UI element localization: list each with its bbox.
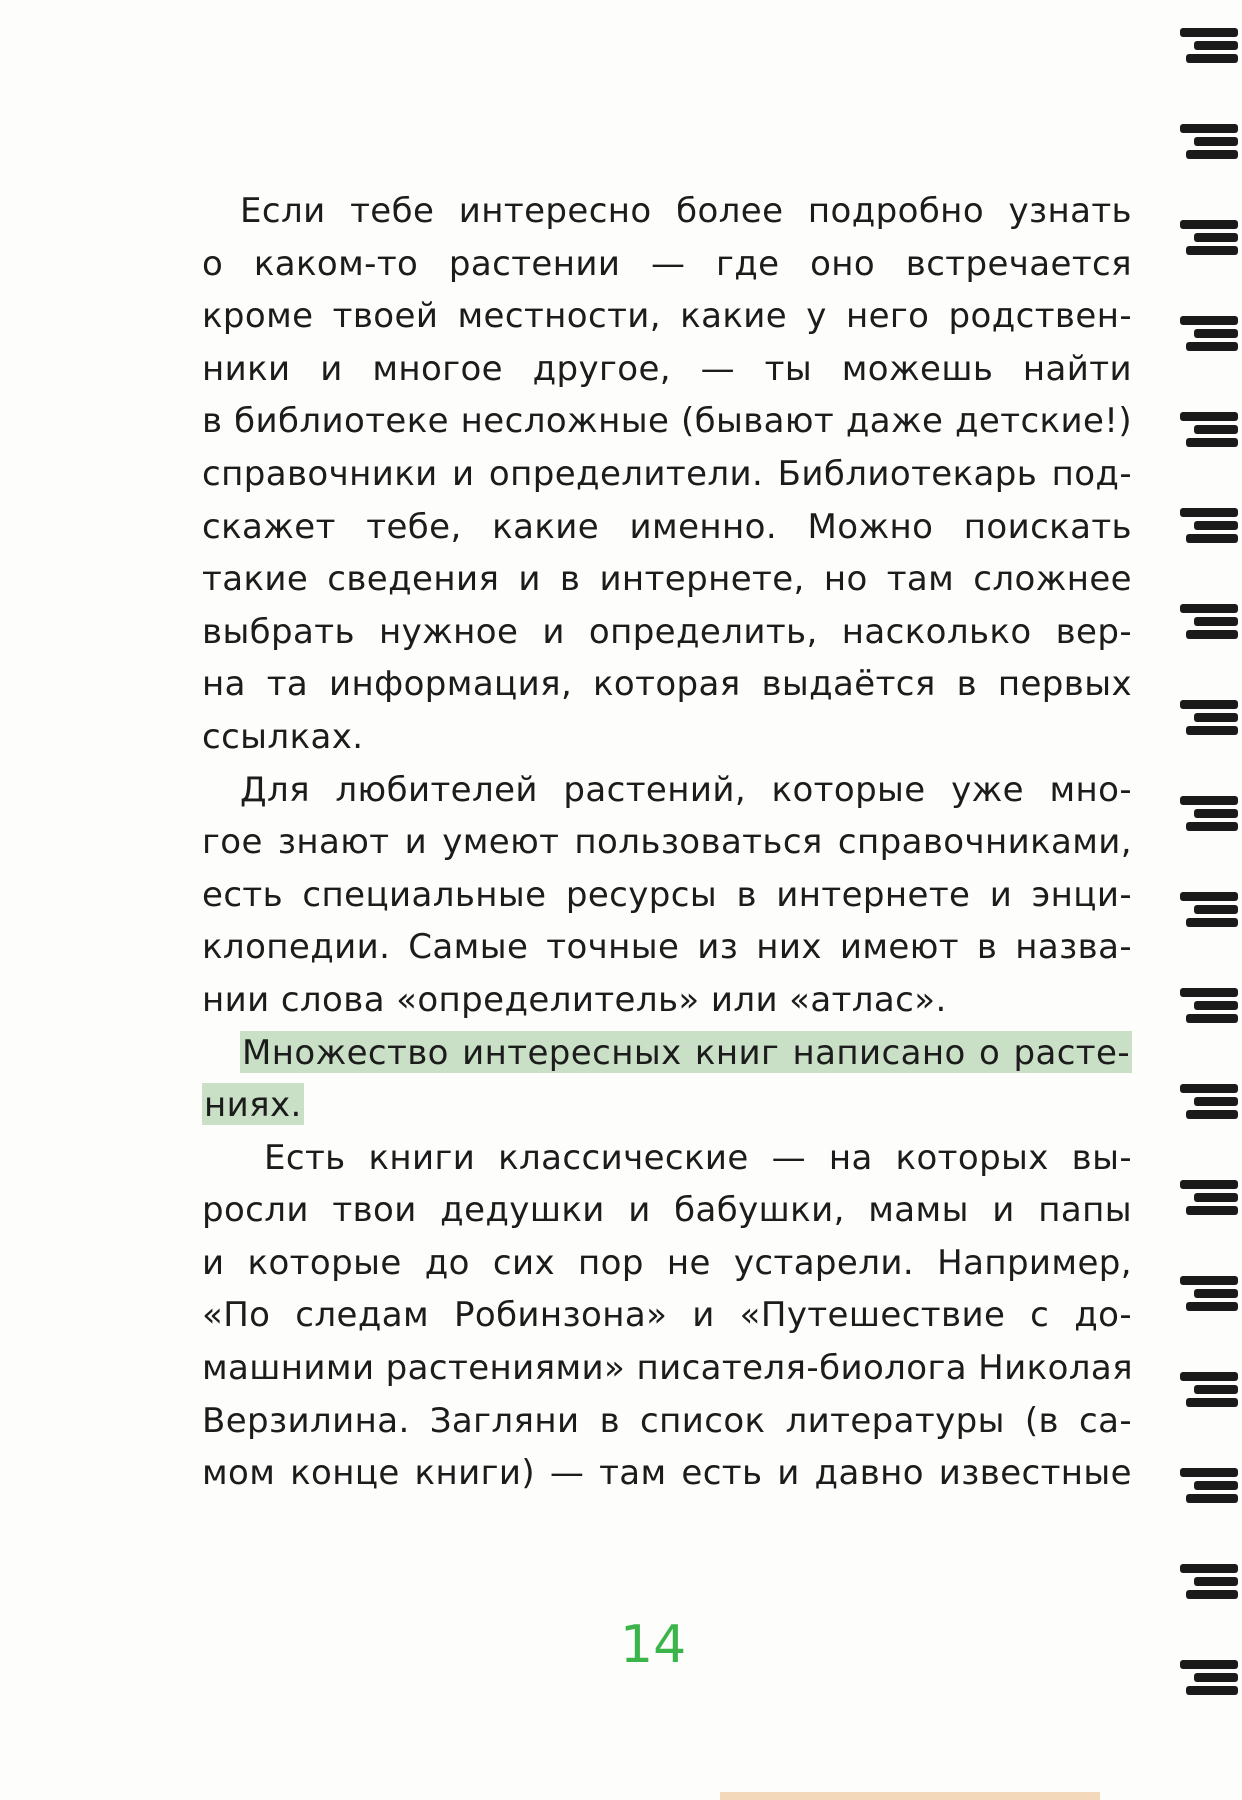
text-line: клопедии. Самые точные из них имеют в назва- (202, 927, 1132, 968)
coil-stroke (1180, 1372, 1238, 1381)
text-line: есть специальные ресурсы в интернете и энци- (202, 874, 1132, 915)
coil-stroke (1186, 1398, 1238, 1407)
coil-stroke (1180, 220, 1238, 229)
coil-stroke (1194, 521, 1238, 530)
coil-stroke (1194, 905, 1238, 914)
coil-stroke (1180, 1180, 1238, 1189)
binding-coil (1178, 28, 1238, 74)
text-line: Верзилина. Загляни в список литературы (в са- (202, 1400, 1132, 1441)
binding-coil (1178, 892, 1238, 938)
coil-stroke (1194, 1673, 1238, 1682)
coil-stroke (1180, 1084, 1238, 1093)
paragraph-1 (202, 185, 1132, 764)
highlight-mark: Множество интересных книг написано о расте- (242, 1032, 1130, 1073)
coil-stroke (1194, 1001, 1238, 1010)
text-line: на та информация, которая выдаётся в первых (202, 664, 1132, 705)
text-line: машними растениями» писателя-биолога Николая (202, 1348, 1134, 1389)
highlight-mark: ниях. (204, 1085, 302, 1126)
text-line: Для любителей растений, которые уже мно- (240, 769, 1132, 810)
binding-coil (1178, 1180, 1238, 1226)
coil-stroke (1186, 1206, 1238, 1215)
text-line: Есть книги классические — на которых вы- (264, 1137, 1132, 1178)
coil-stroke (1194, 1289, 1238, 1298)
text-line: ссылках. (202, 716, 364, 757)
text-line: в библиотеке несложные (бывают даже детские!) (202, 401, 1132, 442)
coil-stroke (1180, 316, 1238, 325)
coil-stroke (1194, 1193, 1238, 1202)
text-line: такие сведения и в интернете, но там сложнее (202, 559, 1132, 600)
coil-stroke (1180, 1564, 1238, 1573)
coil-stroke (1186, 1302, 1238, 1311)
text-line: скажет тебе, какие именно. Можно поискать (202, 506, 1132, 547)
text-line: мом конце книги) — там есть и давно известные (202, 1453, 1132, 1494)
binding-coil (1178, 316, 1238, 362)
page-number: 14 (620, 1615, 687, 1675)
binding-coil (1178, 1564, 1238, 1610)
binding-coil (1178, 508, 1238, 554)
binding-coil (1178, 1660, 1238, 1706)
coil-stroke (1194, 233, 1238, 242)
coil-stroke (1180, 796, 1238, 805)
binding-coil (1178, 988, 1238, 1034)
coil-stroke (1180, 700, 1238, 709)
coil-stroke (1194, 809, 1238, 818)
binding-coil (1178, 412, 1238, 458)
coil-stroke (1186, 1590, 1238, 1599)
coil-stroke (1194, 1097, 1238, 1106)
text-line: выбрать нужное и определить, насколько вер- (202, 611, 1132, 652)
coil-stroke (1186, 1686, 1238, 1695)
binding-coil (1178, 604, 1238, 650)
coil-stroke (1186, 822, 1238, 831)
coil-stroke (1180, 988, 1238, 997)
coil-stroke (1186, 918, 1238, 927)
coil-stroke (1194, 713, 1238, 722)
text-line: кроме твоей местности, какие у него родствен- (202, 296, 1132, 337)
text-line: росли твои дедушки и бабушки, мамы и папы (202, 1190, 1132, 1231)
coil-stroke (1194, 1481, 1238, 1490)
coil-stroke (1180, 124, 1238, 133)
coil-stroke (1186, 54, 1238, 63)
text-line: «По следам Робинзона» и «Путешествие с до- (202, 1295, 1132, 1336)
text-line: ники и многое другое, — ты можешь найти (202, 348, 1132, 389)
coil-stroke (1180, 508, 1238, 517)
coil-stroke (1180, 28, 1238, 37)
paragraph-3 (202, 1132, 1132, 1500)
coil-stroke (1186, 726, 1238, 735)
coil-stroke (1180, 1660, 1238, 1669)
coil-stroke (1186, 438, 1238, 447)
coil-stroke (1186, 246, 1238, 255)
binding-coil (1178, 124, 1238, 170)
coil-stroke (1180, 892, 1238, 901)
text-line: и которые до сих пор не устарели. Например, (202, 1242, 1132, 1283)
binding-coil (1178, 700, 1238, 746)
text-line: справочники и определители. Библиотекарь под- (202, 453, 1132, 494)
coil-stroke (1180, 604, 1238, 613)
binding-coil (1178, 1372, 1238, 1418)
paragraph-2 (202, 764, 1132, 1027)
coil-stroke (1180, 1276, 1238, 1285)
coil-stroke (1186, 342, 1238, 351)
coil-stroke (1194, 1385, 1238, 1394)
coil-stroke (1180, 1468, 1238, 1477)
highlighted-line (202, 1079, 1132, 1132)
coil-stroke (1186, 150, 1238, 159)
spiral-binding (1172, 0, 1242, 1800)
coil-stroke (1186, 1110, 1238, 1119)
highlighted-line (202, 1027, 1132, 1080)
coil-stroke (1194, 1577, 1238, 1586)
coil-stroke (1194, 425, 1238, 434)
binding-coil (1178, 1084, 1238, 1130)
coil-stroke (1194, 41, 1238, 50)
coil-stroke (1194, 617, 1238, 626)
text-line: нии слова «определитель» или «атлас». (202, 979, 947, 1020)
coil-stroke (1186, 1014, 1238, 1023)
binding-coil (1178, 220, 1238, 266)
coil-stroke (1186, 630, 1238, 639)
highlighted-sentence (202, 1027, 1132, 1132)
coil-stroke (1186, 1494, 1238, 1503)
coil-stroke (1194, 137, 1238, 146)
text-line: Если тебе интересно более подробно узнать (240, 191, 1132, 231)
text-line: гое знают и умеют пользоваться справочниками, (202, 822, 1132, 863)
coil-stroke (1186, 534, 1238, 543)
text-line: о каком-то растении — где оно встречается (202, 243, 1132, 284)
binding-coil (1178, 1276, 1238, 1322)
coil-stroke (1180, 412, 1238, 421)
coil-stroke (1194, 329, 1238, 338)
binding-coil (1178, 1468, 1238, 1514)
page-edge-decoration (720, 1792, 1100, 1800)
body-text (202, 185, 1132, 1500)
binding-coil (1178, 796, 1238, 842)
